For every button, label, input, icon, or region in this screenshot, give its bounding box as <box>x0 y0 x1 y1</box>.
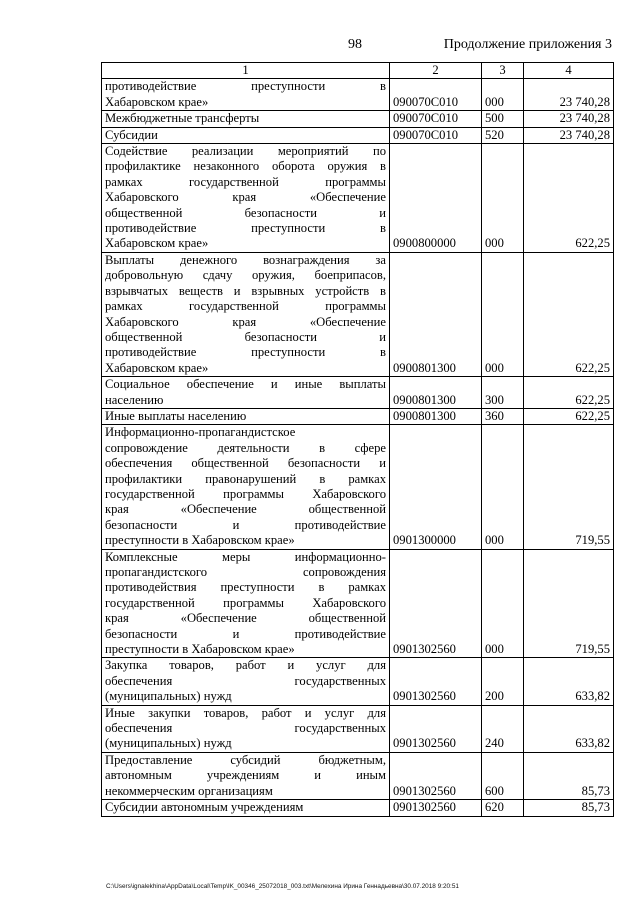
row-amount: 719,55 <box>524 549 614 658</box>
row-expense-type: 200 <box>482 658 524 705</box>
row-amount: 622,25 <box>524 377 614 409</box>
table-row <box>102 144 614 253</box>
row-name-line: (муниципальных) нужд <box>105 736 232 751</box>
row-amount: 622,25 <box>524 252 614 376</box>
row-name-line: безопасности и противодействие <box>105 517 386 532</box>
row-code: 0901302560 <box>390 658 482 705</box>
column-header: 4 <box>524 63 614 79</box>
row-name-line: профилактики правонарушений в рамках <box>105 471 386 486</box>
table-row <box>102 79 614 111</box>
row-name-line: сопровождение деятельности в сфере <box>105 440 386 455</box>
row-name-line: Субсидии автономным учреждениям <box>105 800 304 815</box>
row-expense-type: 000 <box>482 425 524 549</box>
row-name-line: Хабаровском крае» <box>105 236 209 251</box>
row-name-line: Хабаровском крае» <box>105 360 209 375</box>
row-name-line: общественной безопасности и <box>105 329 386 344</box>
table-row <box>102 252 614 376</box>
row-code: 0900801300 <box>390 408 482 424</box>
table-row <box>102 800 614 816</box>
row-amount: 633,82 <box>524 658 614 705</box>
row-name-line: преступности в Хабаровском крае» <box>105 533 295 548</box>
row-name-line: автономным учреждениям и иным <box>105 768 386 783</box>
table-row <box>102 408 614 424</box>
row-expense-type: 000 <box>482 549 524 658</box>
row-name-line: Субсидии <box>105 127 158 142</box>
row-code: 090070С010 <box>390 127 482 143</box>
row-name <box>102 377 390 409</box>
row-name-line: Закупка товаров, работ и услуг для <box>105 658 386 673</box>
row-expense-type: 620 <box>482 800 524 816</box>
row-name-line: противодействия преступности в рамках <box>105 580 386 595</box>
row-code: 0901300000 <box>390 425 482 549</box>
row-code: 0900801300 <box>390 252 482 376</box>
row-name-line: Социальное обеспечение и иные выплаты <box>105 377 386 392</box>
row-name-line: населению <box>105 392 164 407</box>
row-amount: 622,25 <box>524 408 614 424</box>
table-row <box>102 425 614 549</box>
table-row <box>102 549 614 658</box>
table-header-row <box>102 63 614 79</box>
row-name <box>102 705 390 752</box>
row-amount: 23 740,28 <box>524 79 614 111</box>
row-code: 0900800000 <box>390 144 482 253</box>
row-expense-type: 240 <box>482 705 524 752</box>
row-code: 0900801300 <box>390 377 482 409</box>
row-name-line: государственной программы Хабаровского <box>105 595 386 610</box>
row-name-line: Хабаровского края «Обеспечение <box>105 190 386 205</box>
row-name <box>102 127 390 143</box>
row-code: 0901302560 <box>390 549 482 658</box>
row-name-line: обеспечения государственных <box>105 721 386 736</box>
row-amount: 633,82 <box>524 705 614 752</box>
row-name <box>102 144 390 253</box>
continuation-label: Продолжение приложения 3 <box>443 37 612 52</box>
row-name-line: безопасности и противодействие <box>105 626 386 641</box>
column-header: 3 <box>482 63 524 79</box>
row-name-line: противодействие преступности в <box>105 345 386 360</box>
row-amount: 23 740,28 <box>524 111 614 127</box>
row-amount: 622,25 <box>524 144 614 253</box>
row-code: 0901302560 <box>390 752 482 799</box>
row-name-line: Хабаровском крае» <box>105 94 209 109</box>
row-name-line: противодействие преступности в <box>105 221 386 236</box>
row-expense-type: 300 <box>482 377 524 409</box>
row-expense-type: 000 <box>482 79 524 111</box>
row-name <box>102 111 390 127</box>
row-name-line: Предоставление субсидий бюджетным, <box>105 752 386 767</box>
row-amount: 85,73 <box>524 752 614 799</box>
table-row <box>102 705 614 752</box>
row-name-line: Содействие реализации мероприятий по <box>105 144 386 159</box>
row-amount: 85,73 <box>524 800 614 816</box>
row-code: 090070С010 <box>390 111 482 127</box>
row-name-line: профилактике незаконного оборота оружия в <box>105 159 386 174</box>
row-code: 0901302560 <box>390 800 482 816</box>
row-name <box>102 79 390 111</box>
row-name <box>102 800 390 816</box>
row-name-line: края «Обеспечение общественной <box>105 502 386 517</box>
row-expense-type: 600 <box>482 752 524 799</box>
row-name-line: Выплаты денежного вознаграждения за <box>105 252 386 267</box>
row-name-line: (муниципальных) нужд <box>105 689 232 704</box>
row-expense-type: 000 <box>482 252 524 376</box>
row-name-line: некоммерческим организациям <box>105 783 273 798</box>
row-name-line: Хабаровского края «Обеспечение <box>105 314 386 329</box>
row-expense-type: 360 <box>482 408 524 424</box>
row-name-line: Иные закупки товаров, работ и услуг для <box>105 705 386 720</box>
row-name-line: рамках государственной программы <box>105 174 386 189</box>
row-name-line: общественной безопасности и <box>105 205 386 220</box>
row-name <box>102 408 390 424</box>
file-path-footer: C:\Users\ignalekhina\AppData\Local\Temp\IK_00346_25072018_003.txt\Мелехина Ирина Геннадьевна\30.07.2018 9:20:51 <box>106 883 459 890</box>
row-name-line: противодействие преступности в <box>105 79 386 94</box>
row-name-line: добровольную сдачу оружия, боеприпасов, <box>105 268 386 283</box>
row-amount: 719,55 <box>524 425 614 549</box>
row-name-line: Комплексные меры информационно- <box>105 549 386 564</box>
row-expense-type: 500 <box>482 111 524 127</box>
row-name <box>102 752 390 799</box>
row-name-line: Межбюджетные трансферты <box>105 111 260 126</box>
row-name-line: Информационно-пропагандистское <box>105 425 296 440</box>
row-name-line: взрывчатых веществ и взрывных устройств в <box>105 283 386 298</box>
budget-table <box>101 62 614 817</box>
table-row <box>102 111 614 127</box>
row-name-line: края «Обеспечение общественной <box>105 611 386 626</box>
row-code: 090070С010 <box>390 79 482 111</box>
row-expense-type: 520 <box>482 127 524 143</box>
row-name-line: обеспечения государственных <box>105 673 386 688</box>
row-name-line: пропагандистского сопровождения <box>105 565 386 579</box>
column-header: 1 <box>102 63 390 79</box>
row-name-line: рамках государственной программы <box>105 299 386 314</box>
row-name <box>102 425 390 549</box>
row-name <box>102 252 390 376</box>
table-row <box>102 752 614 799</box>
row-name-line: обеспечения общественной безопасности и <box>105 456 386 471</box>
row-name-line: преступности в Хабаровском крае» <box>105 642 295 657</box>
row-name <box>102 549 390 658</box>
row-code: 0901302560 <box>390 705 482 752</box>
row-amount: 23 740,28 <box>524 127 614 143</box>
table-row <box>102 377 614 409</box>
page-number: 98 <box>348 37 362 52</box>
row-name-line: Иные выплаты населению <box>105 408 247 423</box>
table-body <box>102 79 614 816</box>
column-header: 2 <box>390 63 482 79</box>
table-row <box>102 127 614 143</box>
table-row <box>102 658 614 705</box>
row-name-line: государственной программы Хабаровского <box>105 486 386 501</box>
row-expense-type: 000 <box>482 144 524 253</box>
row-name <box>102 658 390 705</box>
